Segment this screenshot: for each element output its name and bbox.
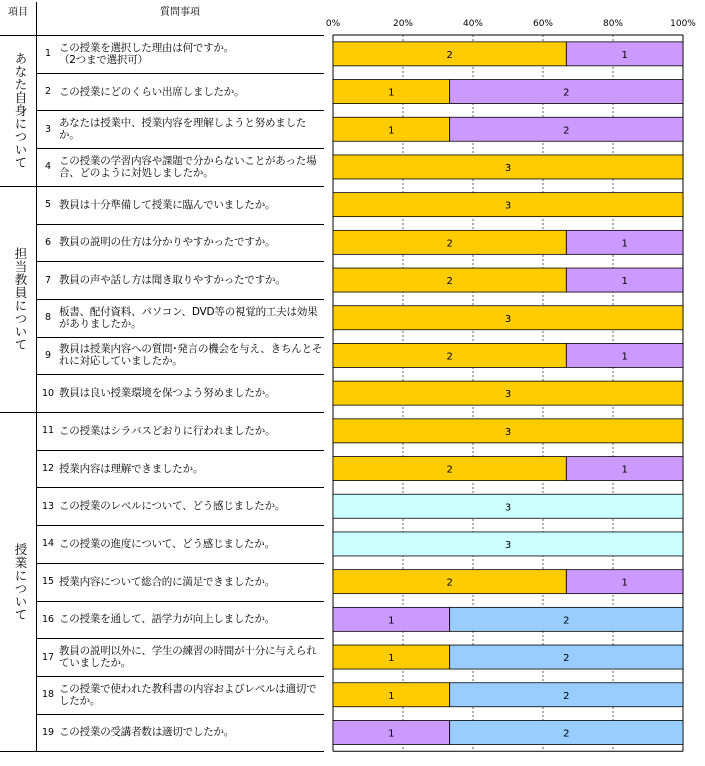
bar-value-label: 1 bbox=[388, 87, 395, 99]
x-tick-label: 20% bbox=[392, 19, 414, 29]
bar-value-label: 2 bbox=[446, 49, 453, 61]
bar-value-label: 3 bbox=[504, 502, 512, 514]
bar-value-label: 1 bbox=[621, 238, 628, 250]
question-number: 9 bbox=[44, 349, 52, 361]
question-number: 1 bbox=[44, 48, 52, 60]
x-tick-label: 100% bbox=[670, 19, 696, 29]
question-number: 11 bbox=[41, 425, 55, 437]
question-text: 教員は授業内容への質問･発言の機会を与え、きちんとそれに対応していましたか。 bbox=[59, 343, 323, 368]
bar-value-label: 2 bbox=[446, 351, 453, 363]
question-number: 15 bbox=[41, 576, 55, 588]
question-text: 教員は良い授業環境を保つよう努めましたか。 bbox=[59, 387, 276, 400]
bar-value-label: 3 bbox=[504, 162, 512, 174]
bar-value-label: 3 bbox=[504, 200, 512, 212]
question-text: この授業を選択した理由は何ですか。 （2つまで選択可） bbox=[59, 41, 235, 66]
x-tick-label: 0% bbox=[325, 19, 341, 29]
bar-value-label: 2 bbox=[563, 125, 570, 137]
bar-value-label: 1 bbox=[388, 615, 395, 627]
question-text: 授業内容について総合的に満足できましたか。 bbox=[59, 575, 276, 588]
bar-value-label: 1 bbox=[621, 577, 628, 589]
question-number: 18 bbox=[41, 689, 55, 701]
question-text: 教員の声や話し方は聞き取りやすかったですか。 bbox=[59, 274, 286, 287]
question-number: 17 bbox=[41, 651, 55, 663]
bar-value-label: 2 bbox=[446, 276, 453, 288]
bar-value-label: 1 bbox=[388, 690, 395, 702]
question-text: この授業を通して、語学力が向上しましたか。 bbox=[59, 613, 276, 626]
bar-value-label: 2 bbox=[563, 87, 570, 99]
bar-value-label: 3 bbox=[504, 313, 512, 325]
question-text: 教員は十分準備して授業に臨んでいましたか。 bbox=[59, 198, 276, 211]
x-tick-label: 80% bbox=[602, 19, 624, 29]
bar-value-label: 2 bbox=[563, 615, 570, 627]
question-text: 教員の説明以外に、学生の練習の時間が十分に与えられていましたか。 bbox=[59, 645, 317, 670]
question-text: この授業の受講者数は適切でしたか。 bbox=[59, 726, 235, 739]
question-text: この授業にどのくらい出席しましたか。 bbox=[59, 85, 245, 98]
bar-value-label: 2 bbox=[563, 690, 570, 702]
question-number: 7 bbox=[44, 274, 52, 286]
question-number: 19 bbox=[41, 726, 55, 738]
question-number: 3 bbox=[44, 123, 52, 135]
bar-value-label: 3 bbox=[504, 426, 512, 438]
question-text: この授業の学習内容や課題で分からないことがあった場合、どのように対処しましたか。 bbox=[59, 154, 317, 179]
bar-value-label: 2 bbox=[446, 577, 453, 589]
question-text: この授業の進度について、どう感じましたか。 bbox=[59, 537, 275, 550]
bar-value-label: 1 bbox=[621, 276, 628, 288]
bar-value-label: 1 bbox=[388, 653, 395, 665]
category-label: 担当教員について bbox=[13, 246, 28, 351]
x-tick-label: 40% bbox=[462, 19, 484, 29]
category-label: あなた自身について bbox=[13, 51, 28, 169]
bar-value-label: 1 bbox=[388, 728, 395, 740]
question-number: 8 bbox=[44, 312, 52, 324]
category-label: 授業について bbox=[13, 542, 28, 621]
question-number: 12 bbox=[41, 463, 55, 475]
question-number: 5 bbox=[44, 199, 52, 211]
question-text: 板書、配付資料、パソコン、DVD等の視覚的工夫は効果がありましたか。 bbox=[59, 305, 318, 330]
question-text: あなたは授業中、授業内容を理解しようと努めましたか。 bbox=[59, 117, 307, 142]
header-question: 質問事項 bbox=[160, 7, 200, 18]
question-text: 授業内容は理解できましたか。 bbox=[59, 462, 204, 475]
bar-value-label: 1 bbox=[621, 49, 628, 61]
question-number: 4 bbox=[44, 161, 52, 173]
x-tick-label: 60% bbox=[532, 19, 554, 29]
question-number: 13 bbox=[41, 500, 55, 512]
question-text: この授業はシラバスどおりに行われましたか。 bbox=[59, 424, 276, 437]
question-text: この授業で使われた教科書の内容およびレベルは適切でしたか。 bbox=[59, 682, 317, 707]
question-number: 2 bbox=[44, 86, 52, 98]
bar-value-label: 2 bbox=[563, 728, 570, 740]
question-number: 14 bbox=[41, 538, 55, 550]
bar-value-label: 1 bbox=[621, 464, 628, 476]
bar-value-label: 3 bbox=[504, 389, 512, 401]
question-number: 16 bbox=[41, 613, 55, 625]
bar-value-label: 1 bbox=[388, 125, 395, 137]
bar-value-label: 2 bbox=[563, 653, 570, 665]
bar-value-label: 3 bbox=[504, 539, 512, 551]
bar-value-label: 2 bbox=[446, 464, 453, 476]
question-number: 6 bbox=[44, 236, 52, 248]
question-number: 10 bbox=[41, 387, 55, 399]
bar-value-label: 2 bbox=[446, 238, 453, 250]
question-text: 教員の説明の仕方は分かりやすかったですか。 bbox=[59, 236, 276, 249]
question-text: この授業のレベルについて、どう感じましたか。 bbox=[59, 500, 286, 513]
bar-value-label: 1 bbox=[621, 351, 628, 363]
header-category: 項目 bbox=[8, 7, 28, 18]
